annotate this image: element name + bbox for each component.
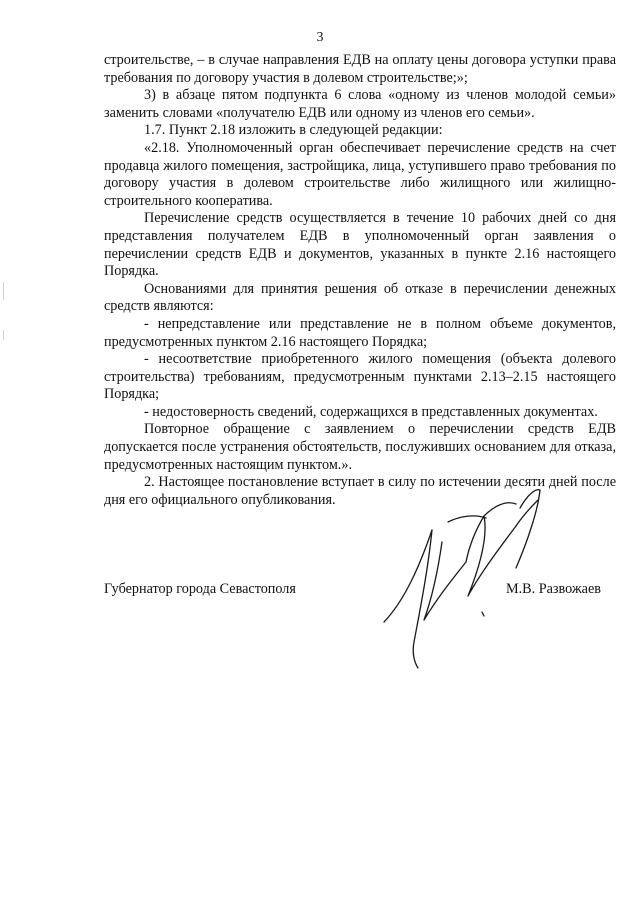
- paragraph: «2.18. Уполномоченный орган обеспечивает перечисление средств на счет продавца жилого помещения, застройщика, лица, уступившего право требования по договору участия в долевом строительстве либо жилищного или жилищно-строительного кооператива.: [104, 139, 616, 209]
- scan-edge-mark: [3, 330, 4, 340]
- page-number: 3: [316, 30, 324, 45]
- signatory-name: М.В. Развожаев: [506, 581, 601, 597]
- paragraph: - непредставление или представление не в полном объеме документов, предусмотренных пунктом 2.16 настоящего Порядка;: [104, 315, 616, 350]
- paragraph: Основаниями для принятия решения об отказе в перечислении денежных средств являются:: [104, 280, 616, 315]
- paragraph: - недостоверность сведений, содержащихся в представленных документах.: [144, 403, 598, 420]
- paragraph: Перечисление средств осуществляется в течение 10 рабочих дней со дня представления получателем ЕДВ в уполномоченный орган заявления о перечислении средств ЕДВ и документов, указанных в пункте 2.16 настоящего Порядка.: [104, 210, 616, 280]
- paragraph: 1.7. Пункт 2.18 изложить в следующей редакции:: [144, 122, 443, 139]
- paragraph: - несоответствие приобретенного жилого помещения (объекта долевого строительства) требованиям, предусмотренным пунктами 2.13–2.15 настоящего Порядка;: [104, 351, 616, 403]
- paragraph: 2. Настоящее постановление вступает в силу по истечении десяти дней после дня его официального опубликования.: [104, 474, 616, 508]
- paragraph: Повторное обращение с заявлением о перечислении средств ЕДВ допускается после устранения обстоятельств, послуживших основанием для отказа, предусмотренных настоящим пунктом.».: [104, 421, 616, 473]
- paragraph: 3) в абзаце пятом подпункта 6 слова «одному из членов молодой семьи» заменить словами «получателю ЕДВ или одному из членов его семьи».: [104, 87, 616, 121]
- scan-edge-mark: [3, 282, 4, 300]
- handwritten-signature: [370, 470, 545, 670]
- document-body: [104, 52, 616, 509]
- signatory-title: Губернатор города Севастополя: [104, 581, 296, 597]
- paragraph: строительстве, – в случае направления ЕДВ на оплату цены договора уступки права требования по договору участия в долевом строительстве;»;: [104, 52, 616, 86]
